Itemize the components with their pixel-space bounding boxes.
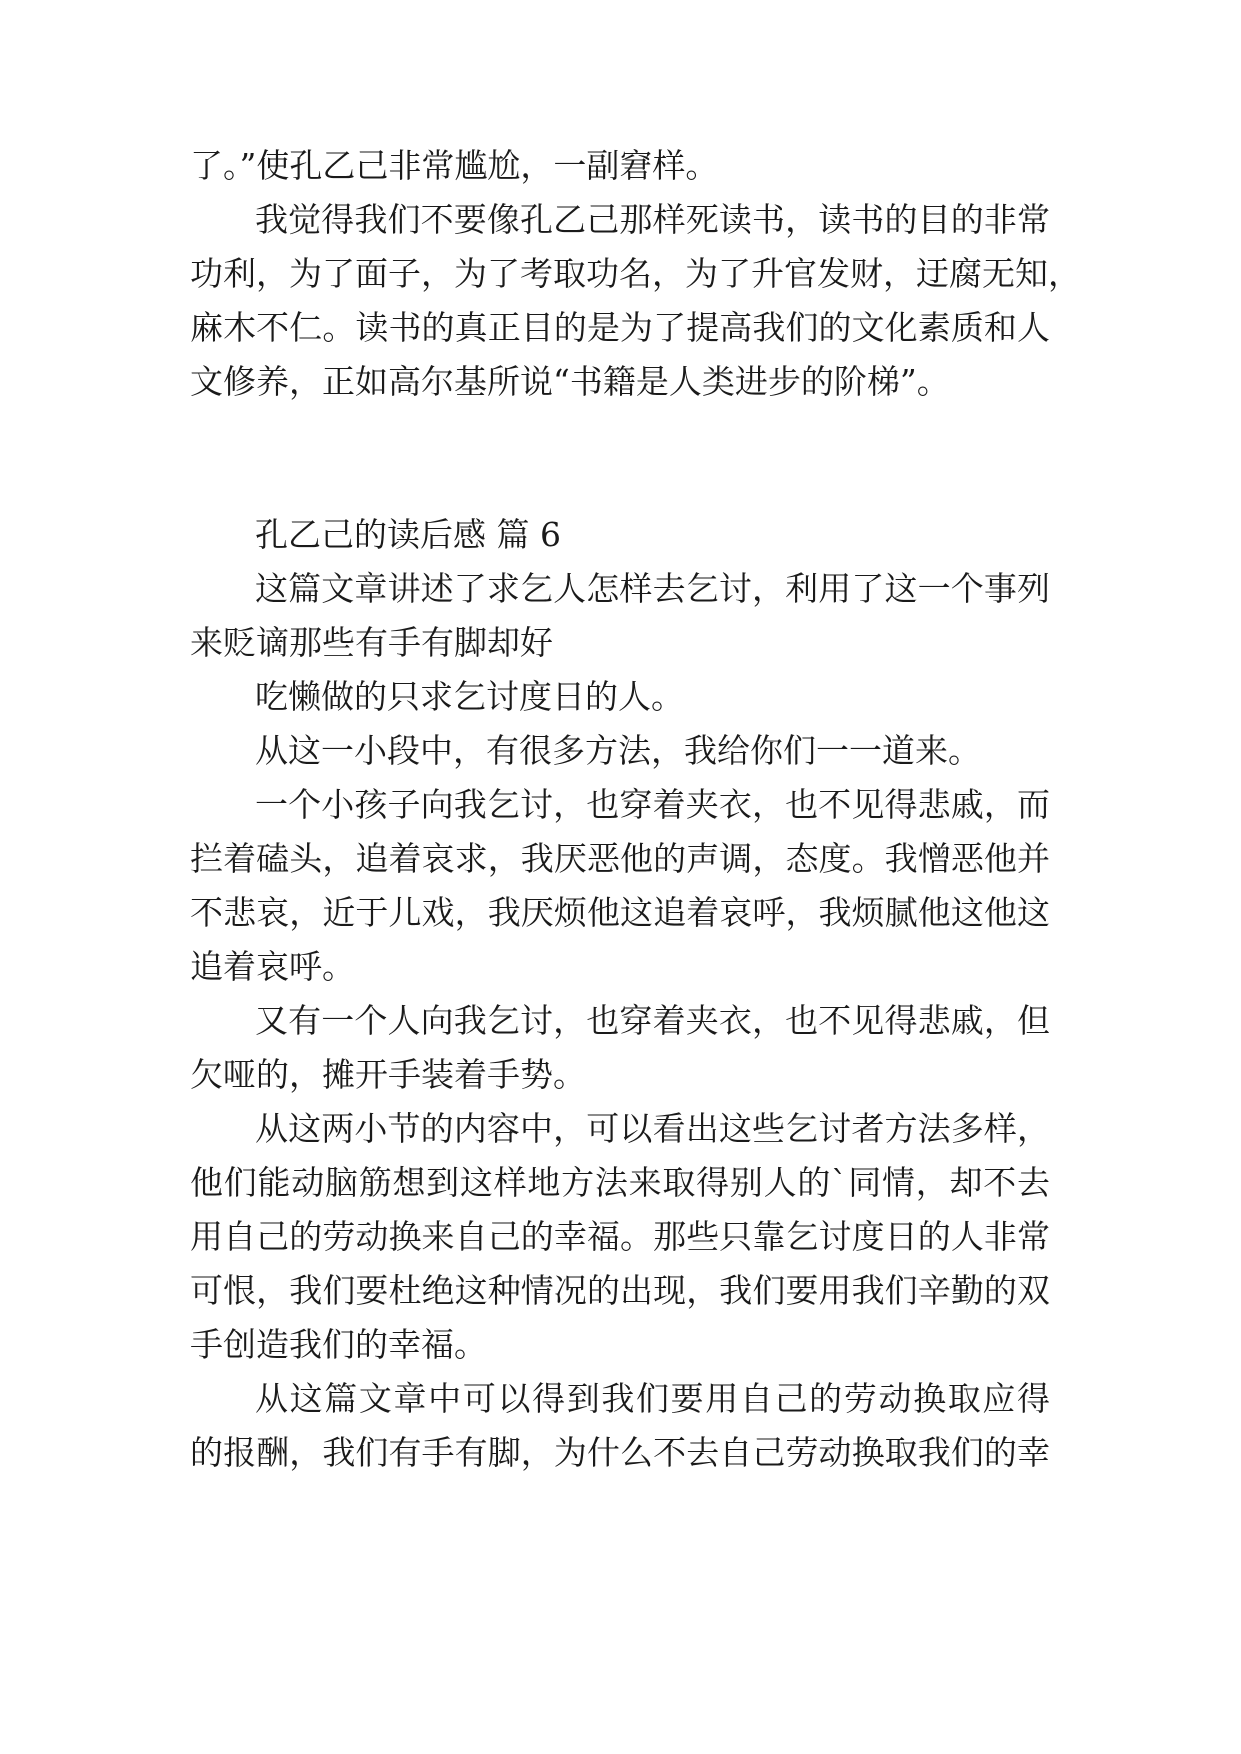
paragraph-line: 麻木不仁。读书的真正目的是为了提高我们的文化素质和人 — [190, 308, 1050, 347]
paragraph-line: 可恨，我们要杜绝这种情况的出现，我们要用我们辛勤的双 — [190, 1271, 1050, 1310]
paragraph-line: 功利，为了面子，为了考取功名，为了升官发财，迂腐无知， — [190, 254, 1081, 293]
paragraph-line: 一个小孩子向我乞讨，也穿着夹衣，也不见得悲戚，而 — [255, 785, 1050, 824]
paragraph-line: 从这两小节的内容中，可以看出这些乞讨者方法多样， — [255, 1109, 1050, 1148]
paragraph-line: 我觉得我们不要像孔乙己那样死读书，读书的目的非常 — [255, 200, 1050, 239]
paragraph-line: 从这一小段中，有很多方法，我给你们一一道来。 — [255, 731, 981, 770]
paragraph-line: 了。”使孔乙己非常尴尬，一副窘样。 — [190, 146, 719, 185]
paragraph-line: 不悲哀，近于儿戏，我厌烦他这追着哀呼，我烦腻他这他这 — [190, 893, 1050, 932]
paragraph-line: 这篇文章讲述了求乞人怎样去乞讨，利用了这一个事列 — [255, 569, 1050, 608]
paragraph-line: 欠哑的，摊开手装着手势。 — [190, 1055, 586, 1094]
paragraph-line: 他们能动脑筋想到这样地方法来取得别人的`同情，却不去 — [190, 1163, 1050, 1202]
paragraph-line: 手创造我们的幸福。 — [190, 1325, 487, 1364]
paragraph-line: 拦着磕头，追着哀求，我厌恶他的声调，态度。我憎恶他并 — [190, 839, 1050, 878]
paragraph-line: 来贬谪那些有手有脚却好 — [190, 623, 553, 662]
paragraph-line: 文修养，正如高尔基所说“书籍是人类进步的阶梯”。 — [190, 362, 950, 401]
paragraph-line: 用自己的劳动换来自己的幸福。那些只靠乞讨度日的人非常 — [190, 1217, 1050, 1256]
paragraph-line: 又有一个人向我乞讨，也穿着夹衣，也不见得悲戚，但 — [255, 1001, 1050, 1040]
paragraph-line: 的报酬，我们有手有脚，为什么不去自己劳动换取我们的幸 — [190, 1433, 1050, 1472]
paragraph-line: 追着哀呼。 — [190, 947, 355, 986]
paragraph-line: 吃懒做的只求乞讨度日的人。 — [255, 677, 684, 716]
section-heading: 孔乙己的读后感 篇 6 — [255, 515, 561, 554]
paragraph-line: 从这篇文章中可以得到我们要用自己的劳动换取应得 — [255, 1379, 1050, 1418]
